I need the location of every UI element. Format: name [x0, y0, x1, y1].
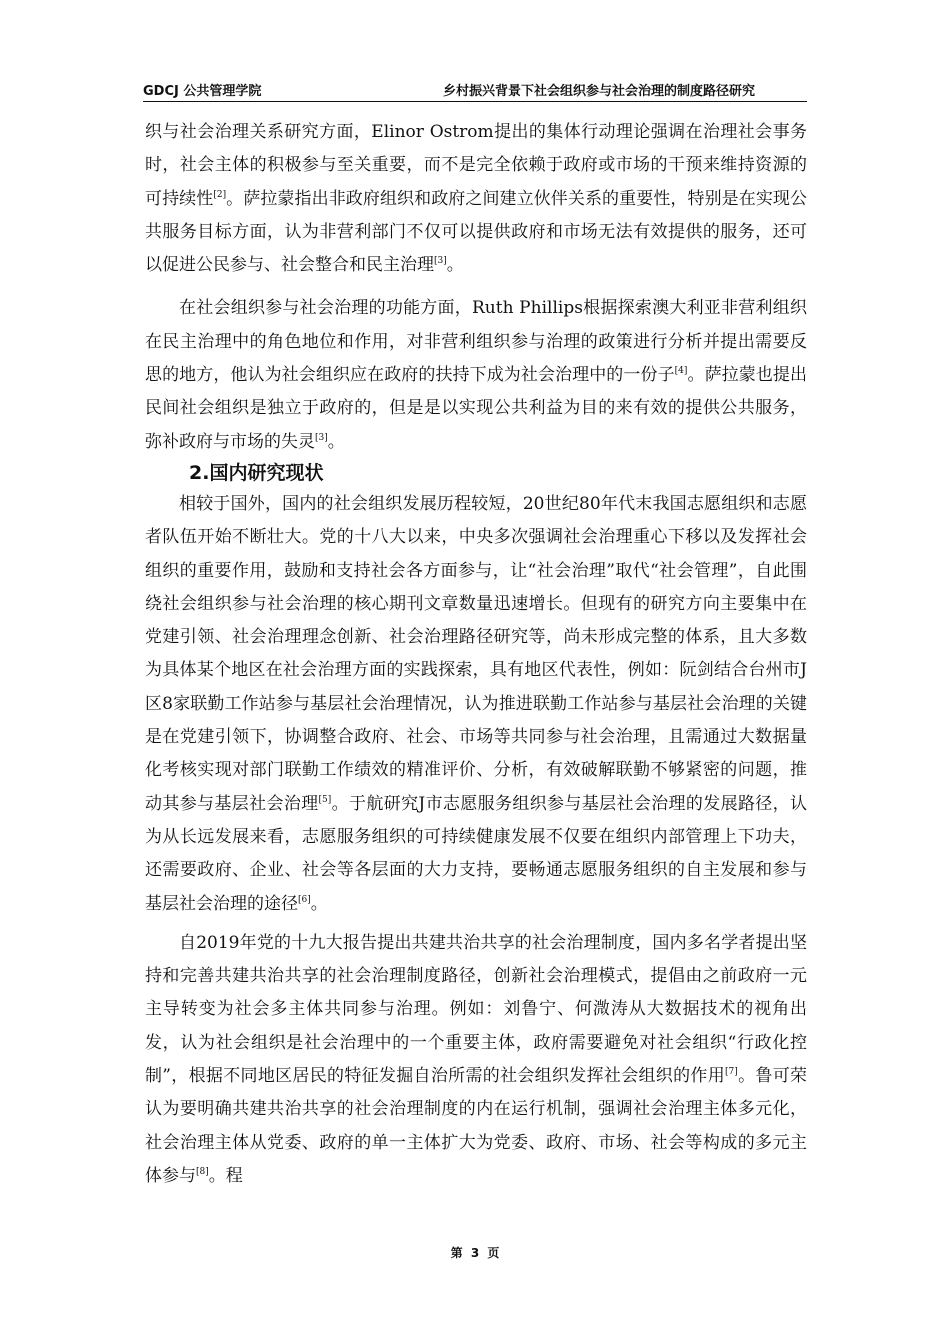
page-footer: [0, 1244, 950, 1261]
running-header: [143, 79, 807, 102]
paragraph-text: 。于航研究J市志愿服务组织参与基层社会治理的发展路径，认为从长远发展来看，志愿服务组织的可持续健康发展不仅要在组织内部管理上下功夫，还需要政府、企业、社会等各层面的大力支持，要畅通志愿服务组织的自主发展和参与基层社会治理的途径: [145, 793, 808, 914]
page-number-prefix: 第: [450, 1246, 463, 1260]
section-heading: 2.国内研究现状: [189, 461, 324, 484]
citation-ref: [7]: [725, 1067, 738, 1078]
header-paper-title: 乡村振兴背景下社会组织参与社会治理的制度路径研究: [442, 84, 755, 99]
paragraph-text: 。: [446, 255, 464, 276]
paragraph-text: 织与社会治理关系研究方面，Elinor Ostrom提出的集体行动理论强调在治理社会事务时，社会主体的积极参与至关重要，而不是完全依赖于政府或市场的干预来维持资源的可持续性: [145, 122, 807, 209]
citation-ref: [4]: [674, 366, 688, 377]
paragraph-text: 。程: [208, 1165, 243, 1186]
paragraph-2: [145, 292, 807, 458]
citation-ref: [3]: [315, 432, 328, 443]
paragraph-text: 在社会组织参与社会治理的功能方面，Ruth Phillips根据探索澳大利亚非营利组织在民主治理中的角色地位和作用，对非营利组织参与治理的政策进行分析并提出需要反思的地方，他认为社会组织应在政府的扶持下成为社会治理中的一份子: [145, 298, 807, 386]
paragraph-text: 相较于国外，国内的社会组织发展历程较短，20世纪80年代末我国志愿组织和志愿者队伍开始不断壮大。党的十八大以来，中央多次强调社会治理重心下移以及发挥社会组织的重要作用，鼓励和支持社会各方面参与，让“社会治理”取代“社会管理”，自此围绕社会组织参与社会治理的核心期刊文章数量迅速增长。但现有的研究方向主要集中在党建引领、社会治理理念创新、社会治理路径研究等，尚未形成完整的体系，且大多数为具体某个地区在社会治理方面的实践探索，具有地区代表性，例如：阮剑结合台州市J区8家联勤工作站参与基层社会治理情况，认为推进联勤工作站参与基层社会治理的关键是在党建引领下，协调整合政府、社会、市场等共同参与社会治理，且需通过大数据量化考核实现对部门联勤工作绩效的精准评价、分析，有效破解联勤不够紧密的问题，推动其参与基层社会治理: [145, 493, 807, 814]
citation-ref: [3]: [434, 256, 447, 267]
paragraph-text: 。鲁可荣认为要明确共建共治共享的社会治理制度的内在运行机制，强调社会治理主体多元化，社会治理主体从党委、政府的单一主体扩大为党委、政府、市场、社会等构成的多元主体参与: [145, 1066, 807, 1186]
paragraph-3: [145, 488, 807, 921]
paragraph-text: 。萨拉蒙也提出民间社会组织是独立于政府的，但是是以实现公共利益为目的来有效的提供公共服务，弥补政府与市场的失灵: [145, 365, 808, 452]
citation-ref: [5]: [318, 794, 332, 805]
paragraph-4: [145, 927, 807, 1193]
header-institution: GDCJ 公共管理学院: [143, 84, 262, 99]
paragraph-text: 。: [310, 893, 328, 914]
citation-ref: [2]: [213, 189, 227, 200]
paragraph-text: 。: [327, 431, 345, 452]
paragraph-1: [145, 116, 807, 282]
citation-ref: [8]: [196, 1166, 209, 1177]
paragraph-text: 。萨拉蒙指出非政府组织和政府之间建立伙伴关系的重要性，特别是在实现公共服务目标方面，认为非营利部门不仅可以提供政府和市场无法有效提供的服务，还可以促进公民参与、社会整合和民主治理: [145, 188, 808, 276]
citation-ref: [6]: [298, 894, 311, 905]
body-text: [145, 116, 807, 1193]
page-number: 3: [470, 1246, 480, 1260]
page-number-suffix: 页: [487, 1246, 500, 1260]
paragraph-text: 自2019年党的十九大报告提出共建共治共享的社会治理制度，国内多名学者提出坚持和完善共建共治共享的社会治理制度路径，创新社会治理模式，提倡由之前政府一元主导转变为社会多主体共同参与治理。例如：刘鲁宁、何溦涛从大数据技术的视角出发，认为社会组织是社会治理中的一个重要主体，政府需要避免对社会组织“行政化控制”，根据不同地区居民的特征发掘自治所需的社会组织发挥社会组织的作用: [145, 932, 807, 1087]
